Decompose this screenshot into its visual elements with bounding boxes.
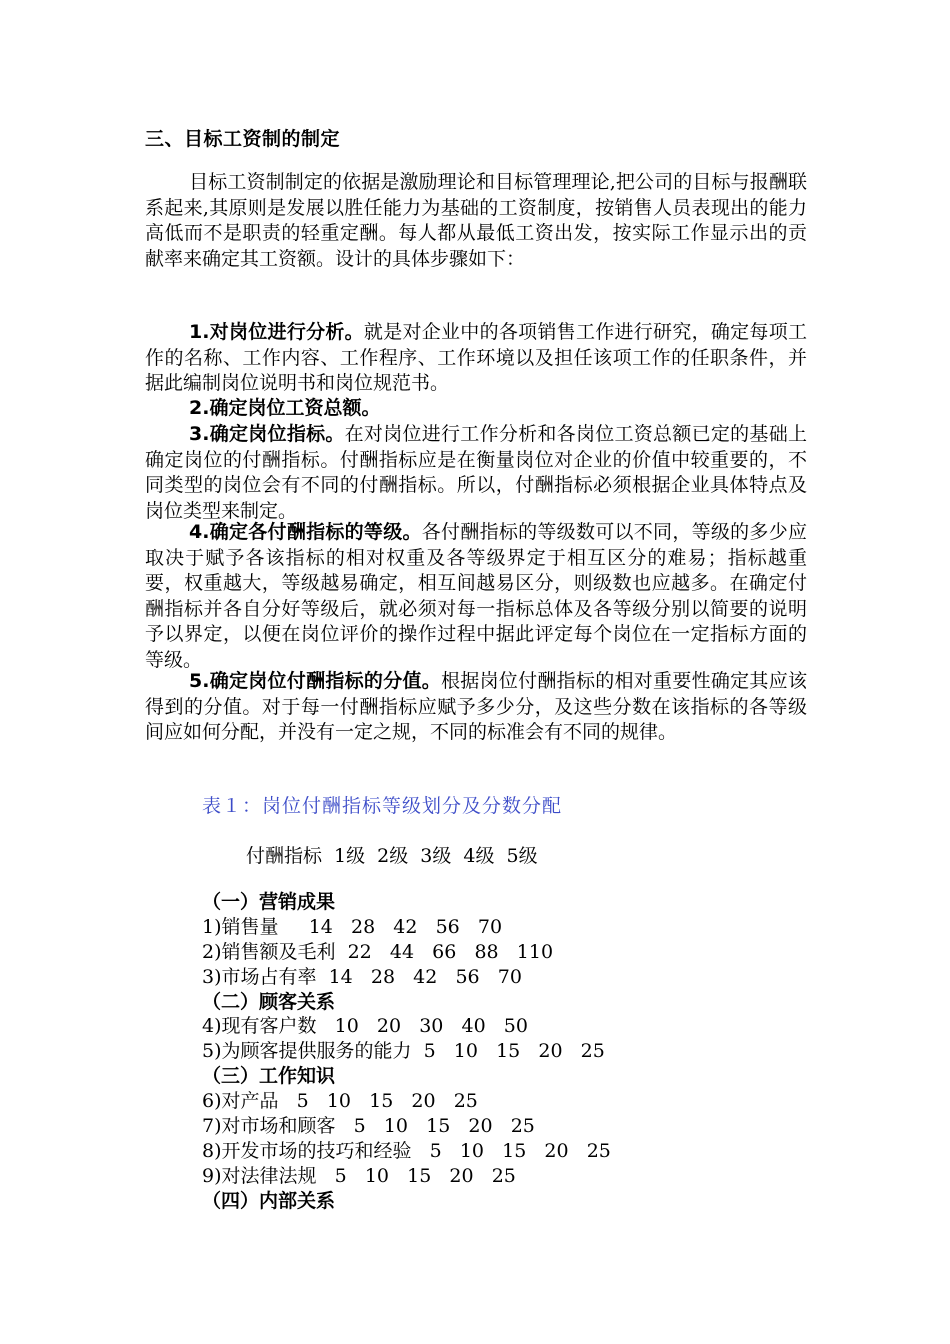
- section-row-internal: （四）内部关系: [202, 1189, 336, 1212]
- intro-text: 目标工资制制定的依据是激励理论和目标管理理论,把公司的目标与报酬联系起来,其原则是发展以胜任能力为基础的工资制度，按销售人员表现出的能力高低而不是职责的轻重定酬。每人都从最低工资出发，按实际工作显示出的贡献率来确定其工资额。设计的具体步骤如下：: [145, 171, 807, 270]
- step-3-title: 3.确定岗位指标。: [189, 423, 345, 445]
- step-3-body: 在对岗位进行工作分析和各岗位工资总额已定的基础上确定岗位的付酬指标。付酬指标应是在衡量岗位对企业的价值中较重要的，不同类型的岗位会有不同的付酬指标。所以，付酬指标必须根据企业具体特点及岗位类型来制定。: [145, 423, 807, 522]
- table-header: 付酬指标 1级 2级 3级 4级 5级: [246, 845, 538, 867]
- table-row: 9)对法律法规 5 10 15 20 25: [202, 1164, 516, 1187]
- step-3-paragraph: [145, 422, 807, 524]
- step-1-body: 就是对企业中的各项销售工作进行研究，确定每项工作的名称、工作内容、工作程序、工作环境以及担任该项工作的任职条件，并据此编制岗位说明书和岗位规范书。: [145, 321, 807, 395]
- table-row: 4)现有客户数 10 20 30 40 50: [202, 1015, 528, 1038]
- step-5-title: 5.确定岗位付酬指标的分值。: [189, 670, 442, 692]
- table-row: 2)销售额及毛利 22 44 66 88 110: [202, 940, 554, 963]
- score-table-rows: [202, 890, 611, 1214]
- section-heading: 三、目标工资制的制定: [145, 128, 341, 150]
- table-caption: 表１：岗位付酬指标等级划分及分数分配: [202, 795, 563, 817]
- table-row: 6)对产品 5 10 15 20 25: [202, 1090, 478, 1113]
- step-1-title: 1.对岗位进行分析。: [189, 321, 364, 343]
- section-row-knowledge: （三）工作知识: [202, 1065, 336, 1088]
- step-2-paragraph: [145, 396, 807, 422]
- section-row-marketing: （一）营销成果: [202, 891, 336, 913]
- step-2-title: 2.确定岗位工资总额。: [189, 397, 381, 419]
- table-row: 3)市场占有率 14 28 42 56 70: [202, 965, 522, 988]
- table-row: 8)开发市场的技巧和经验 5 10 15 20 25: [202, 1139, 611, 1162]
- step-4-paragraph: [145, 520, 807, 674]
- table-row: 1)销售量 14 28 42 56 70: [202, 915, 503, 938]
- step-1-paragraph: [145, 320, 807, 397]
- step-5-paragraph: [145, 669, 807, 746]
- step-4-title: 4.确定各付酬指标的等级。: [189, 521, 422, 543]
- step-4-body: 各付酬指标的等级数可以不同，等级的多少应取决于赋予各该指标的相对权重及各等级界定于相互区分的难易；指标越重要，权重越大，等级越易确定，相互间越易区分，则级数也应越多。在确定付酬指标并各自分好等级后，就必须对每一指标总体及各等级分别以简要的说明予以界定，以便在岗位评价的操作过程中据此评定每个岗位在一定指标方面的等级。: [145, 521, 807, 671]
- table-row: 5)为顾客提供服务的能力 5 10 15 20 25: [202, 1040, 605, 1063]
- step-5-body: 根据岗位付酬指标的相对重要性确定其应该得到的分值。对于每一付酬指标应赋予多少分，及这些分数在该指标的各等级间应如何分配，并没有一定之规，不同的标准会有不同的规律。: [145, 670, 807, 744]
- section-row-customer: （二）顾客关系: [202, 990, 336, 1013]
- table-row: 7)对市场和顾客 5 10 15 20 25: [202, 1115, 535, 1138]
- intro-paragraph: [145, 170, 807, 272]
